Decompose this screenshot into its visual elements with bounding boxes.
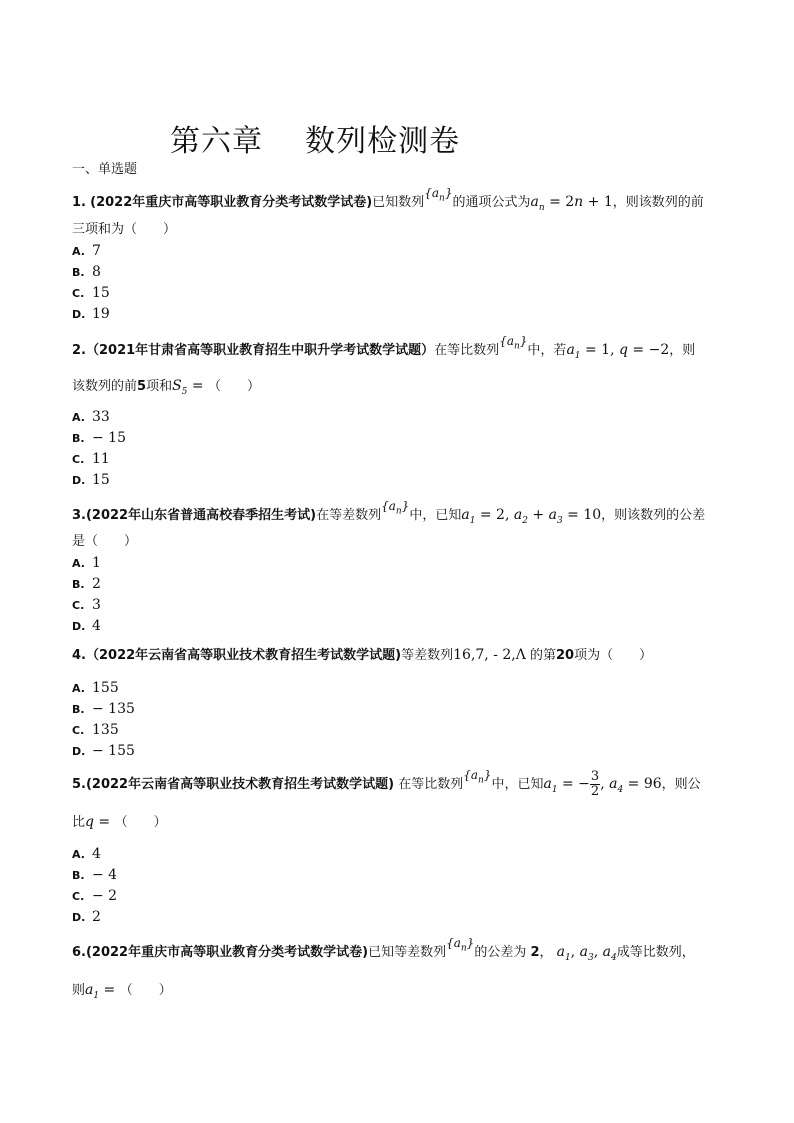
question-text: 比 <box>72 815 86 830</box>
question-3-line2: 是（ ） <box>72 534 138 549</box>
question-5 <box>72 770 701 800</box>
option-label: C. <box>72 890 85 903</box>
formula: $a_2$ <box>513 507 528 526</box>
formula: = <box>187 378 209 394</box>
formula: = 96 <box>623 776 662 792</box>
formula: $a_1$ <box>566 342 581 361</box>
formula: = − <box>557 776 590 792</box>
question-text: 在等差数列 <box>316 508 382 523</box>
option[interactable] <box>72 699 135 720</box>
question-2 <box>72 334 696 366</box>
option-label: C. <box>72 599 85 612</box>
question-text: ，则该数列的公差 <box>601 508 706 523</box>
question-source: (2022年山东省普通高校春季招生考试) <box>85 508 317 523</box>
question-4 <box>72 645 652 666</box>
question-text: （ ） <box>208 379 261 394</box>
formula: $a_1$ <box>543 776 558 795</box>
option-label: B. <box>72 432 85 445</box>
option-label: A. <box>72 848 85 861</box>
option-value: − 2 <box>92 888 118 904</box>
question-text: ，则该数列的前 <box>612 195 704 210</box>
question-6 <box>72 936 695 968</box>
formula: $S_5$ <box>172 378 188 397</box>
formula: $a_3$ <box>579 944 594 963</box>
option-value: − 4 <box>92 867 118 883</box>
option[interactable] <box>72 886 117 907</box>
question-text: 20 <box>556 648 575 663</box>
formula: $a_1$ <box>556 944 571 963</box>
option-value: 155 <box>92 680 119 696</box>
option-label: D. <box>72 308 86 321</box>
option-value: 4 <box>92 618 101 634</box>
option-label: D. <box>72 745 86 758</box>
option[interactable] <box>72 304 110 325</box>
option-value: − 135 <box>92 701 135 717</box>
option-label: B. <box>72 578 85 591</box>
option-value: 7 <box>92 243 101 259</box>
option[interactable] <box>72 574 101 595</box>
question-text: 的第 <box>525 648 556 663</box>
question-number: 3. <box>72 508 86 523</box>
question-source: (2022年重庆市高等职业教育分类考试数学试卷) <box>85 945 369 960</box>
option-label: A. <box>72 557 85 570</box>
question-source: (2022年重庆市高等职业教育分类考试数学试卷) <box>90 195 373 210</box>
option-label: B. <box>72 266 85 279</box>
option-value: 1 <box>92 555 101 571</box>
formula: $a_n$ <box>530 194 545 213</box>
option-label: A. <box>72 682 85 695</box>
option[interactable] <box>72 241 101 262</box>
option[interactable] <box>72 553 101 574</box>
question-text: 等差数列 <box>401 648 454 663</box>
option[interactable] <box>72 741 135 762</box>
formula: q <box>85 814 94 830</box>
option-value: 15 <box>92 285 110 301</box>
option[interactable] <box>72 865 117 886</box>
formula: + <box>527 507 549 523</box>
option-value: − 155 <box>92 743 135 759</box>
question-text: 中，已知 <box>491 777 544 792</box>
question-3 <box>72 499 706 531</box>
formula: + 1 <box>583 194 613 210</box>
formula: = 1, <box>580 342 619 358</box>
option[interactable] <box>72 470 110 491</box>
question-text: 中，已知 <box>409 508 462 523</box>
option[interactable] <box>72 678 119 699</box>
option-label: B. <box>72 869 85 882</box>
option-value: 11 <box>92 451 110 467</box>
question-number: 5. <box>72 777 86 792</box>
formula: , <box>570 944 580 960</box>
sequence-symbol: $\{a_n\}$ <box>463 768 492 786</box>
option-value: 2 <box>92 909 101 925</box>
page-title: 第六章 数列检测卷 <box>170 124 461 159</box>
sequence-symbol: $\{a_n\}$ <box>381 499 410 517</box>
formula: $a_1$ <box>461 507 476 526</box>
question-1-line2: 三项和为（ ） <box>72 222 177 237</box>
option-label: D. <box>72 620 86 633</box>
option-value: 33 <box>92 409 110 425</box>
question-text: 的公差为 <box>474 945 527 960</box>
option-value: 3 <box>92 597 101 613</box>
option-label: C. <box>72 453 85 466</box>
option-label: A. <box>72 411 85 424</box>
formula: , <box>593 944 603 960</box>
question-5-line2 <box>72 812 167 833</box>
option[interactable] <box>72 720 119 741</box>
question-text: 已知数列 <box>372 195 425 210</box>
question-number: 2. <box>72 343 86 358</box>
option-value: 15 <box>92 472 110 488</box>
formula: $a_4$ <box>602 944 617 963</box>
question-text: 在等比数列 <box>434 343 500 358</box>
question-text: 5 <box>137 379 147 394</box>
formula: = 10 <box>562 507 602 523</box>
question-6-line2 <box>72 980 172 1006</box>
question-1 <box>72 186 704 218</box>
option[interactable] <box>72 283 110 304</box>
option-label: C. <box>72 724 85 737</box>
option-label: B. <box>72 703 85 716</box>
question-number: 4. <box>72 648 86 663</box>
section-heading: 一、单选题 <box>72 162 138 177</box>
formula: = −2 <box>627 342 670 358</box>
option[interactable] <box>72 407 110 428</box>
option[interactable] <box>72 595 101 616</box>
option-value: 4 <box>92 846 101 862</box>
formula: n <box>574 194 584 210</box>
question-text: 在等比数列 <box>394 777 464 792</box>
question-2-line2 <box>72 376 260 402</box>
formula: $a_4$ <box>609 776 624 795</box>
option[interactable] <box>72 907 101 928</box>
question-source: (2022年云南省高等职业技术教育招生考试数学试题) <box>85 777 395 792</box>
question-text: 已知等差数列 <box>368 945 447 960</box>
option-label: C. <box>72 287 85 300</box>
question-text: 项为（ ） <box>574 648 653 663</box>
option-label: D. <box>72 911 86 924</box>
sequence-symbol: $\{a_n\}$ <box>499 334 528 352</box>
option[interactable] <box>72 428 126 449</box>
formula: = 2, <box>475 507 514 523</box>
formula: = <box>99 982 120 998</box>
question-number: 6. <box>72 945 86 960</box>
question-text: 的通项公式为 <box>452 195 531 210</box>
option-value: 2 <box>92 576 101 592</box>
question-source: （2021年甘肃省高等职业教育招生中职升学考试数学试题） <box>85 343 435 358</box>
question-text: 成等比数列， <box>616 945 695 960</box>
option[interactable] <box>72 449 110 470</box>
option-value: − 15 <box>92 430 126 446</box>
formula: $a_3$ <box>548 507 563 526</box>
option-label: D. <box>72 474 86 487</box>
question-text: 2 <box>530 945 540 960</box>
question-text: ，则 <box>669 343 696 358</box>
option[interactable] <box>72 844 101 865</box>
option-value: 135 <box>92 722 119 738</box>
fraction: $\frac{3}{2}$ <box>590 769 600 799</box>
formula: = <box>93 814 115 830</box>
sequence-symbol: $\{a_n\}$ <box>424 186 453 204</box>
formula: , <box>600 776 610 792</box>
question-number: 1. <box>72 195 86 210</box>
question-text: 该数列的前 <box>72 379 138 394</box>
sequence-symbol: $\{a_n\}$ <box>446 936 475 954</box>
question-text: 则 <box>72 983 86 998</box>
question-text: 项和 <box>146 379 173 394</box>
question-text: （ ） <box>114 815 167 830</box>
formula: q <box>618 342 628 358</box>
option[interactable] <box>72 616 101 637</box>
question-text: （ ） <box>119 983 172 998</box>
option-label: A. <box>72 245 85 258</box>
question-text: 中，若 <box>527 343 567 358</box>
formula: $a_1$ <box>85 982 100 1001</box>
question-source: （2022年云南省高等职业技术教育招生考试数学试题) <box>85 648 402 663</box>
option-value: 8 <box>92 264 101 280</box>
question-text: ，则公 <box>661 777 701 792</box>
question-text: ， <box>539 945 553 960</box>
sequence-values: 16,7, - 2,Λ <box>453 647 526 663</box>
option[interactable] <box>72 262 101 283</box>
option-value: 19 <box>92 306 110 322</box>
formula: = 2 <box>544 194 575 210</box>
